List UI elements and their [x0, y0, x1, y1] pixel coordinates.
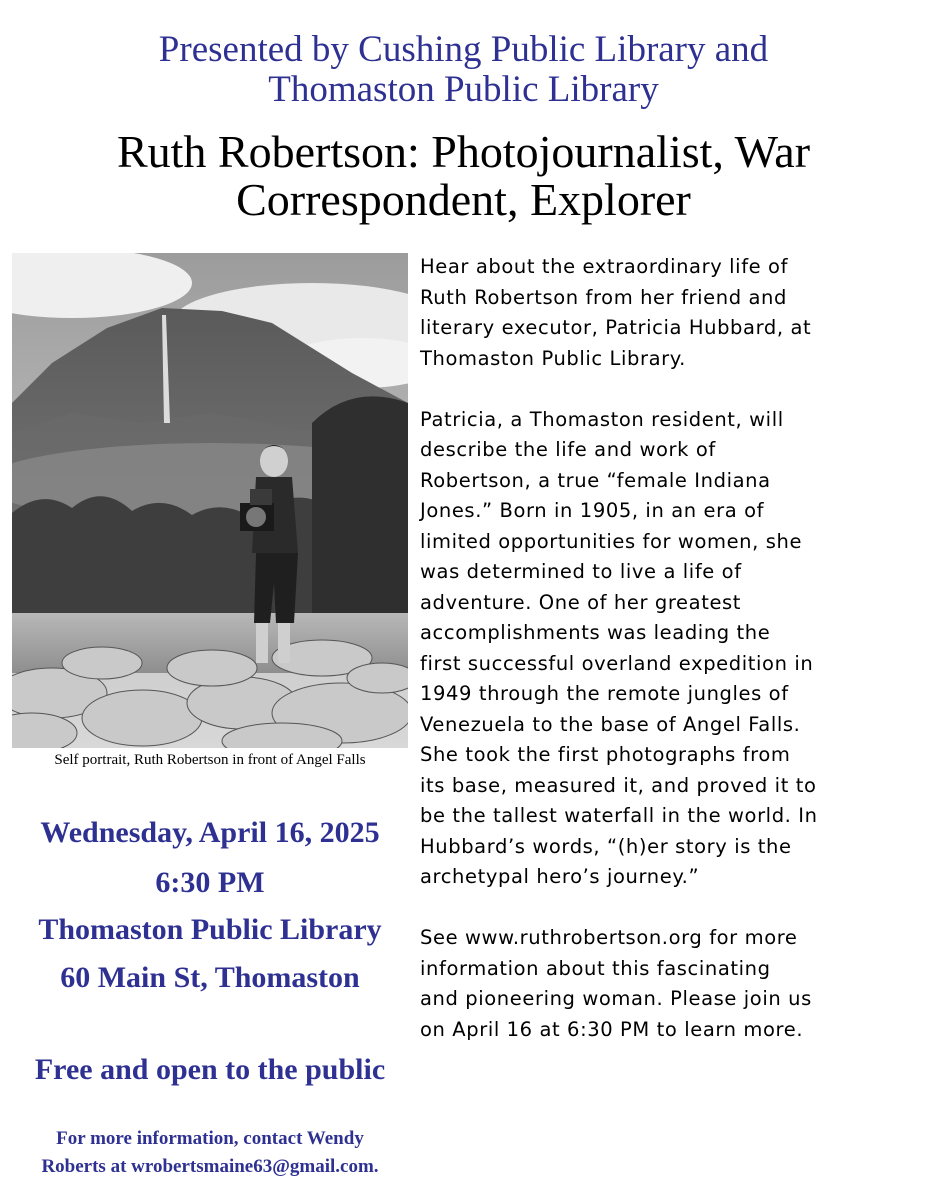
description-line: Ruth Robertson from her friend and [420, 285, 787, 309]
title-line: Ruth Robertson: Photojournalist, War [116, 126, 811, 177]
description-line: 1949 through the remote jungles of [420, 682, 789, 705]
description-line: Thomaston Public Library. [420, 346, 686, 370]
description-line: Patricia, a Thomaston resident, will [420, 407, 784, 431]
description-line: Hubbard’s words, “(h)er story is the [420, 834, 792, 858]
presenter-line: Presented by Cushing Public Library and [158, 29, 769, 70]
description-line: Hear about the extraordinary life of [420, 255, 789, 278]
description-line: archetypal hero’s journey.” [420, 865, 700, 888]
description-paragraph [420, 252, 915, 374]
description-line: See www.ruthrobertson.org for more [420, 926, 798, 949]
contact-line: For more information, contact Wendy [56, 1128, 364, 1149]
description-line: information about this fascinating [420, 956, 771, 980]
description-line: literary executor, Patricia Hubbard, at [420, 316, 812, 339]
event-date: Wednesday, April 16, 2025 [40, 816, 380, 849]
description-paragraph [420, 405, 915, 893]
photo-caption: Self portrait, Ruth Robertson in front of Angel Falls [54, 752, 366, 768]
description-line: and pioneering woman. Please join us [420, 987, 812, 1010]
presenter-line: Thomaston Public Library [268, 69, 659, 110]
admission-note: Free and open to the public [34, 1053, 386, 1086]
description-line: its base, measured it, and proved it to [420, 773, 817, 797]
title-line: Correspondent, Explorer [236, 174, 691, 225]
description-line: accomplishments was leading the [420, 621, 771, 644]
contact-info [0, 1125, 420, 1181]
event-title [0, 128, 927, 224]
description-line: adventure. One of her greatest [420, 590, 742, 614]
description-line: was determined to live a life of [420, 560, 742, 583]
event-address: 60 Main St, Thomaston [60, 961, 360, 994]
description-line: She took the first photographs from [420, 743, 791, 766]
description-line: Venezuela to the base of Angel Falls. [420, 712, 801, 736]
description-line: limited opportunities for women, she [420, 529, 803, 553]
presenter-heading [0, 30, 927, 110]
contact-line: Roberts at wrobertsmaine63@gmail.com. [41, 1156, 379, 1177]
description-line: describe the life and work of [420, 438, 716, 461]
description-line: be the tallest waterfall in the world. In [420, 804, 818, 827]
description-line: Robertson, a true “female Indiana [420, 468, 771, 492]
event-venue: Thomaston Public Library [38, 913, 382, 946]
event-description [420, 252, 915, 1076]
description-line: Jones.” Born in 1905, in an era of [420, 499, 765, 522]
self-portrait-photo [12, 253, 408, 748]
description-paragraph [420, 923, 915, 1045]
description-line: on April 16 at 6:30 PM to learn more. [420, 1017, 804, 1041]
event-time: 6:30 PM [155, 866, 265, 899]
description-line: first successful overland expedition in [420, 651, 814, 675]
